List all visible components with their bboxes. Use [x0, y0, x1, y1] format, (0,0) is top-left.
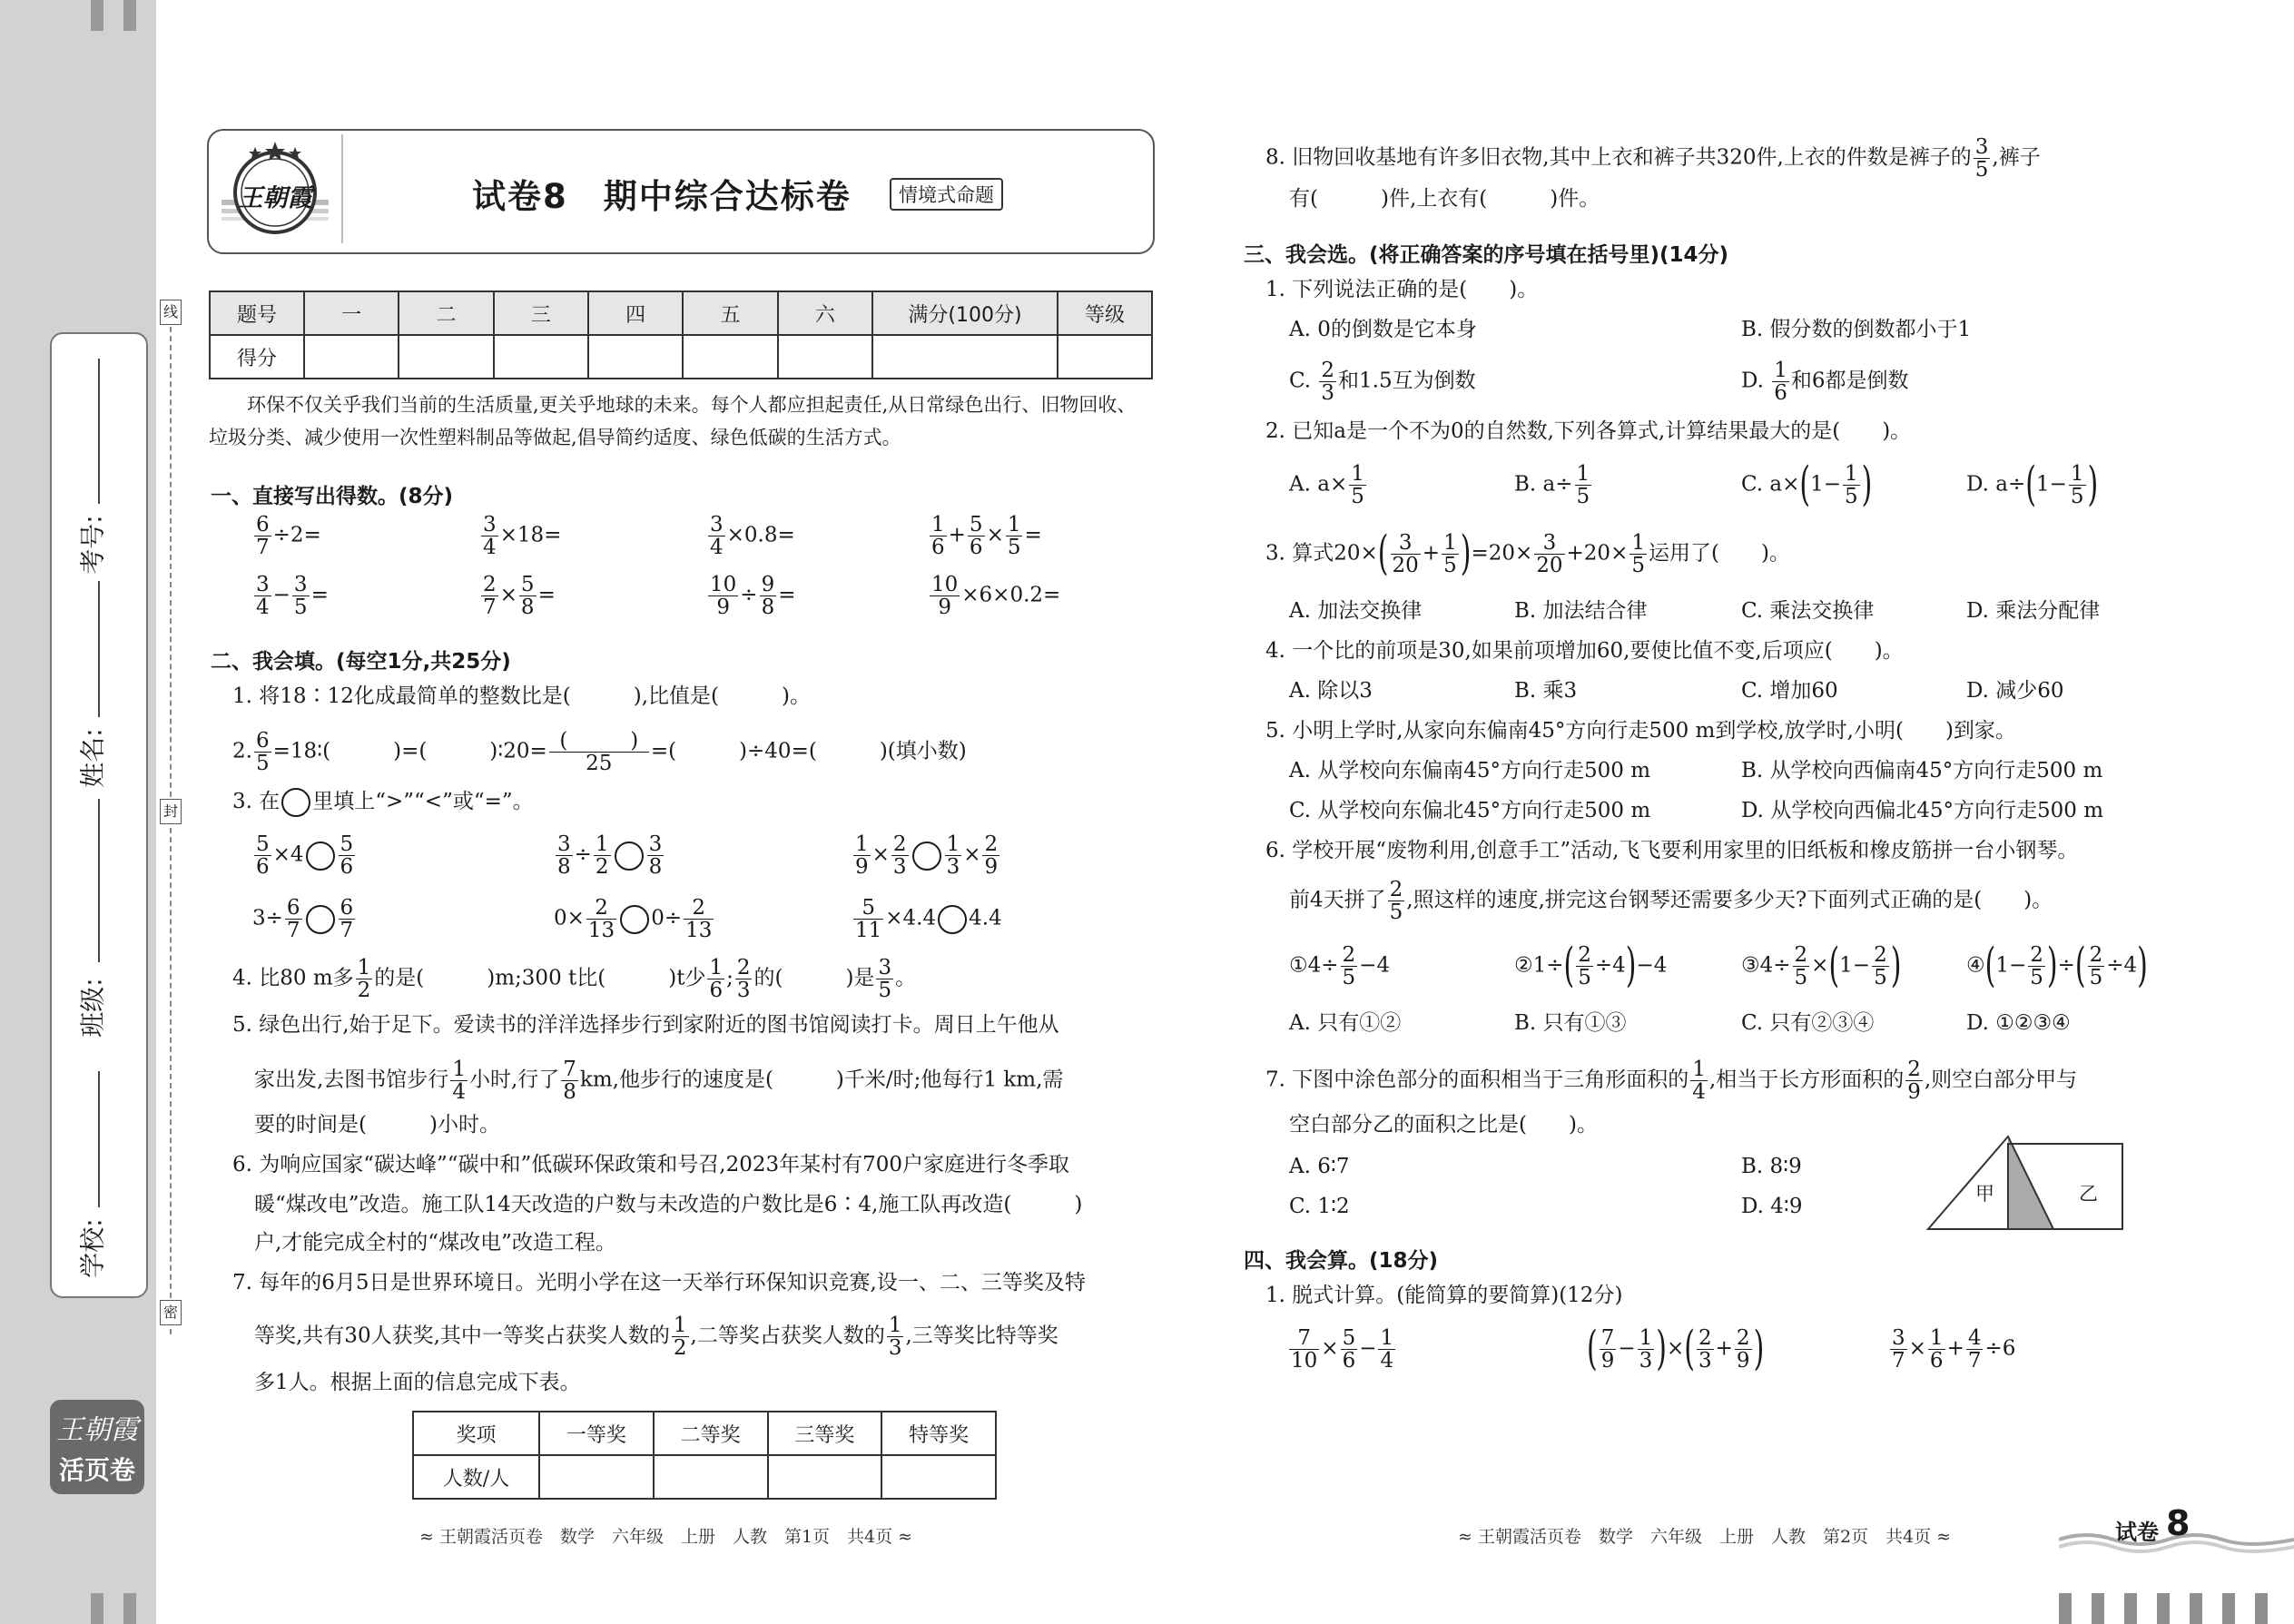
question-2-8-line2: 有( )件,上衣有( )件。 — [1289, 187, 1600, 211]
choice-6-a: A. 只有①② — [1289, 1011, 1402, 1035]
question-2-8-line1: 8. 旧物回收基地有许多旧衣物,其中上衣和裤子共320件,上衣的件数是裤子的 $\frac{3}{5}$ ,裤子 — [1265, 135, 2041, 182]
award-table — [412, 1411, 997, 1500]
choice-7-d: D. 4∶9 — [1741, 1195, 1803, 1218]
choice-3-d: D. 乘法分配律 — [1966, 599, 2101, 623]
score-cell[interactable] — [494, 335, 588, 379]
score-cell[interactable] — [304, 335, 399, 379]
choice-3: 3. 算式20×( $\frac{3}{20}$ + $\frac{1}{5}$ )=20× $\frac{3}{20}$ +20× $\frac{1}{5}$ 运用了( )。 — [1265, 527, 1790, 581]
score-head: 满分(100分) — [872, 291, 1058, 335]
score-head: 三 — [494, 291, 588, 335]
compare-item: 3÷ $\frac{6}{7}$ $\frac{6}{7}$ — [252, 896, 354, 943]
score-cell[interactable] — [778, 335, 872, 379]
exam-number-label: 考号: — [77, 515, 108, 575]
page-title: 试卷8 期中综合达标卷 — [472, 177, 852, 216]
choice-3-c: C. 乘法交换律 — [1741, 599, 1875, 623]
footer-right: ≈ 王朝霞活页卷 数学 六年级 上册 人教 第2页 共4页 ≈ — [1458, 1527, 1952, 1547]
banner-divider — [341, 134, 343, 243]
answer-circle[interactable] — [615, 842, 644, 871]
award-head: 一等奖 — [539, 1412, 654, 1455]
calc-item: $\frac{3}{4}$ ×0.8= — [710, 513, 795, 560]
choice-6-line1: 6. 学校开展“废物利用,创意手工”活动,飞飞要利用家里的旧纸板和橡皮筋拼一台小钢琴。 — [1265, 839, 2079, 862]
award-head: 特等奖 — [881, 1412, 996, 1455]
question-2-4: 4. 比80 m多 $\frac{1}{2}$ 的是( )m;300 t比( )t少 $\frac{1}{6}$ ; $\frac{2}{3}$ 的( )是 $\frac{3}{5}$ 。 — [232, 956, 917, 1003]
brand-top: 王朝霞 — [56, 1414, 138, 1446]
question-2-2: 2. $\frac{6}{5}$ =18∶( )=( )∶20= $\frac{( )}{25}$ =( )÷40=( )(填小数) — [232, 729, 967, 776]
choice-7-line1: 7. 下图中涂色部分的面积相当于三角形面积的 $\frac{1}{4}$ ,相当于长方形面积的 $\frac{2}{9}$ ,则空白部分甲与 — [1265, 1058, 2078, 1105]
calc-item: $\frac{6}{7}$ ÷2= — [256, 513, 321, 560]
choice-7-a: A. 6∶7 — [1289, 1155, 1350, 1178]
question-2-5-line2: 家出发,去图书馆步行 $\frac{1}{4}$ 小时,行了 $\frac{7}{8}$ km,他步行的速度是( )千米/时;他每行1 km,需 — [254, 1058, 1064, 1105]
calc-question-1: 1. 脱式计算。(能简算的要简算)(12分) — [1265, 1284, 1623, 1307]
badge-label: 试卷 — [2115, 1520, 2159, 1545]
answer-circle[interactable] — [912, 842, 941, 871]
choice-6-line2: 前4天拼了 $\frac{2}{5}$ ,照这样的速度,拼完这台钢琴还需要多少天?下面列式正确的是( )。 — [1289, 878, 2053, 925]
brand-badge — [50, 1400, 144, 1494]
strip-mark — [123, 1593, 136, 1624]
choice-2: 2. 已知a是一个不为0的自然数,下列各算式,计算结果最大的是( )。 — [1265, 419, 1912, 443]
school-field[interactable] — [98, 1071, 100, 1207]
section-2-title: 二、我会填。(每空1分,共25分) — [211, 650, 511, 674]
exam-number-field[interactable] — [98, 359, 100, 504]
choice-3-b: B. 加法结合律 — [1514, 599, 1648, 623]
score-head: 等级 — [1058, 291, 1152, 335]
strip-mark — [91, 0, 103, 31]
question-2-6-line3: 户,才能完成全村的“煤改电”改造工程。 — [254, 1231, 616, 1255]
choice-5: 5. 小明上学时,从家向东偏南45°方向行走500 m到学校,放学时,小明( )到家。 — [1265, 719, 2016, 743]
name-field[interactable] — [98, 581, 100, 717]
intro-paragraph: 环保不仅关乎我们当前的生活质量,更关乎地球的未来。每个人都应担起责任,从日常绿色出行、旧物回收、垃圾分类、减少使用一次性塑料制品等做起,倡导简约适度、绿色低碳的生活方式。 — [209, 394, 1137, 448]
compare-circle-icon — [281, 788, 310, 817]
question-2-6-line2: 暖“煤改电”改造。施工队14天改造的户数与未改造的户数比是6∶4,施工队再改造( ) — [254, 1193, 1083, 1216]
answer-circle[interactable] — [620, 905, 649, 934]
calc-expr-3: $\frac{3}{7}$ × $\frac{1}{6}$ + $\frac{4}{7}$ ÷6 — [1892, 1326, 2016, 1373]
badge-number: 8 — [2166, 1503, 2191, 1543]
question-2-7-line3: 多1人。根据上面的信息完成下表。 — [254, 1371, 581, 1394]
choice-1-d: D. $\frac{1}{6}$ 和6都是倒数 — [1741, 359, 1909, 406]
choice-5-a: A. 从学校向东偏南45°方向行走500 m — [1289, 759, 1651, 782]
answer-circle[interactable] — [306, 905, 335, 934]
class-field[interactable] — [98, 799, 100, 962]
strip-mark — [91, 1593, 103, 1624]
name-label: 姓名: — [77, 728, 108, 788]
award-cell[interactable] — [881, 1455, 996, 1499]
footer-left: ≈ 王朝霞活页卷 数学 六年级 上册 人教 第1页 共4页 ≈ — [419, 1527, 913, 1547]
section-1-title: 一、直接写出得数。(8分) — [211, 485, 454, 508]
calc-item: $\frac{10}{9}$ ÷ $\frac{9}{8}$ = — [710, 573, 796, 620]
award-cell[interactable] — [539, 1455, 654, 1499]
seal-line — [170, 327, 172, 1334]
calc-item: $\frac{1}{6}$ + $\frac{5}{6}$ × $\frac{1}{5}$ = — [931, 513, 1042, 560]
calc-item: $\frac{10}{9}$ ×6×0.2= — [931, 573, 1061, 620]
award-cell[interactable] — [654, 1455, 768, 1499]
choice-2-a: A. a× $\frac{1}{5}$ — [1289, 462, 1364, 509]
choice-6-expr-3: ③4÷ $\frac{2}{5}$ ×(1− $\frac{2}{5}$ ) — [1741, 939, 1902, 993]
choice-4: 4. 一个比的前项是30,如果前项增加60,要使比值不变,后项应( )。 — [1265, 639, 1904, 663]
award-cell[interactable] — [768, 1455, 882, 1499]
compare-item: $\frac{3}{8}$ ÷ $\frac{1}{2}$ $\frac{3}{8}$ — [557, 832, 663, 880]
score-head: 六 — [778, 291, 872, 335]
question-2-1: 1. 将18∶12化成最简单的整数比是( ),比值是( )。 — [232, 684, 811, 708]
choice-6-expr-4: ④(1− $\frac{2}{5}$ )÷( $\frac{2}{5}$ ÷4) — [1966, 939, 2148, 993]
score-cell[interactable] — [683, 335, 777, 379]
choice-5-c: C. 从学校向东偏北45°方向行走500 m — [1289, 799, 1651, 822]
choice-6-d: D. ①②③④ — [1966, 1011, 2071, 1035]
choice-6-c: C. 只有②③④ — [1741, 1011, 1875, 1035]
choice-2-c: C. a×(1− $\frac{1}{5}$ ) — [1741, 458, 1873, 512]
calc-item: $\frac{3}{4}$ − $\frac{3}{5}$ = — [256, 573, 329, 620]
choice-2-d: D. a÷(1− $\frac{1}{5}$ ) — [1966, 458, 2099, 512]
choice-2-b: B. a÷ $\frac{1}{5}$ — [1514, 462, 1590, 509]
question-2-7-line2: 等奖,共有30人获奖,其中一等奖占获奖人数的 $\frac{1}{2}$ ,二等奖占获奖人数的 $\frac{1}{3}$ ,三等奖比特等奖 — [254, 1314, 1058, 1361]
bottom-stripes — [2059, 1589, 2294, 1624]
compare-item: $\frac{5}{11}$ ×4.4 4.4 — [855, 896, 1002, 943]
choice-1: 1. 下列说法正确的是( )。 — [1265, 278, 1539, 301]
award-head: 奖项 — [413, 1412, 539, 1455]
question-2-6-line1: 6. 为响应国家“碳达峰”“碳中和”低碳环保政策和号召,2023年某村有700户家庭进行冬季取 — [232, 1153, 1070, 1176]
compare-item: 0× $\frac{2}{13}$ 0÷ $\frac{2}{13}$ — [554, 896, 713, 943]
label-yi: 乙 — [2079, 1183, 2098, 1205]
seal-char: 封 — [160, 799, 182, 824]
logo-text: 王朝霞 — [238, 184, 312, 212]
award-head: 二等奖 — [654, 1412, 768, 1455]
score-row-label: 得分 — [210, 335, 304, 379]
choice-1-a: A. 0的倒数是它本身 — [1289, 318, 1477, 341]
question-2-3: 3. 在 里填上“>”“<”或“=”。 — [232, 788, 534, 817]
choice-4-a: A. 除以3 — [1289, 679, 1373, 703]
class-label: 班级: — [77, 978, 108, 1038]
section-4-title: 四、我会算。(18分) — [1244, 1249, 1439, 1273]
title-tag: 情境式命题 — [890, 178, 1003, 211]
answer-circle[interactable] — [938, 905, 967, 934]
seal-char: 密 — [160, 1300, 182, 1325]
question-2-5-line1: 5. 绿色出行,始于足下。爱读书的洋洋选择步行到家附近的图书馆阅读打卡。周日上午他从 — [232, 1013, 1059, 1037]
score-cell[interactable] — [399, 335, 493, 379]
question-2-7-line1: 7. 每年的6月5日是世界环境日。光明小学在这一天举行环保知识竞赛,设一、二、三等奖及特 — [232, 1271, 1086, 1294]
choice-3-a: A. 加法交换律 — [1289, 599, 1423, 623]
award-row-label: 人数/人 — [413, 1455, 539, 1499]
choice-6-expr-2: ②1÷( $\frac{2}{5}$ ÷4)−4 — [1514, 939, 1668, 993]
score-head: 一 — [304, 291, 399, 335]
calc-expr-2: ( $\frac{7}{9}$ − $\frac{1}{3}$ )×( $\frac{2}{3}$ + $\frac{2}{9}$ ) — [1587, 1322, 1765, 1376]
choice-5-d: D. 从学校向西偏北45°方向行走500 m — [1741, 799, 2104, 822]
answer-circle[interactable] — [306, 842, 335, 871]
choice-1-b: B. 假分数的倒数都小于1 — [1741, 318, 1972, 341]
choice-4-b: B. 乘3 — [1514, 679, 1578, 703]
choice-7-c: C. 1∶2 — [1289, 1195, 1350, 1218]
choice-6-b: B. 只有①③ — [1514, 1011, 1627, 1035]
score-head: 二 — [399, 291, 493, 335]
choice-6-expr-1: ①4÷ $\frac{2}{5}$ −4 — [1289, 943, 1391, 990]
school-label: 学校: — [77, 1218, 108, 1278]
choice-5-b: B. 从学校向西偏南45°方向行走500 m — [1741, 759, 2103, 782]
score-cell[interactable] — [872, 335, 1058, 379]
score-head: 题号 — [210, 291, 304, 335]
award-head: 三等奖 — [768, 1412, 882, 1455]
label-jia: 甲 — [1975, 1183, 1994, 1205]
calc-expr-1: $\frac{7}{10}$ × $\frac{5}{6}$ − $\frac{1}{4}$ — [1291, 1326, 1394, 1373]
choice-7-line2: 空白部分乙的面积之比是( )。 — [1289, 1113, 1598, 1137]
compare-item: $\frac{1}{9}$ × $\frac{2}{3}$ $\frac{1}{3}$ × $\frac{2}{9}$ — [855, 832, 999, 880]
score-cell[interactable] — [588, 335, 683, 379]
seal-char: 线 — [160, 300, 182, 325]
question-2-5-line3: 要的时间是( )小时。 — [254, 1113, 500, 1137]
calc-item: $\frac{2}{7}$ × $\frac{5}{8}$ = — [483, 573, 556, 620]
score-table — [209, 290, 1153, 379]
score-head: 四 — [588, 291, 683, 335]
compare-item: $\frac{5}{6}$ ×4 $\frac{5}{6}$ — [256, 832, 354, 880]
choice-4-d: D. 减少60 — [1966, 679, 2064, 703]
section-3-title: 三、我会选。(将正确答案的序号填在括号里)(14分) — [1244, 243, 1729, 267]
choice-1-c: C. $\frac{2}{3}$ 和1.5互为倒数 — [1289, 359, 1476, 406]
strip-mark — [123, 0, 136, 31]
area-figure — [1925, 1135, 2124, 1231]
choice-4-c: C. 增加60 — [1741, 679, 1838, 703]
choice-7-b: B. 8∶9 — [1741, 1155, 1802, 1178]
score-cell[interactable] — [1058, 335, 1152, 379]
score-head: 五 — [683, 291, 777, 335]
calc-item: $\frac{3}{4}$ ×18= — [483, 513, 562, 560]
brand-bottom: 活页卷 — [58, 1455, 135, 1485]
